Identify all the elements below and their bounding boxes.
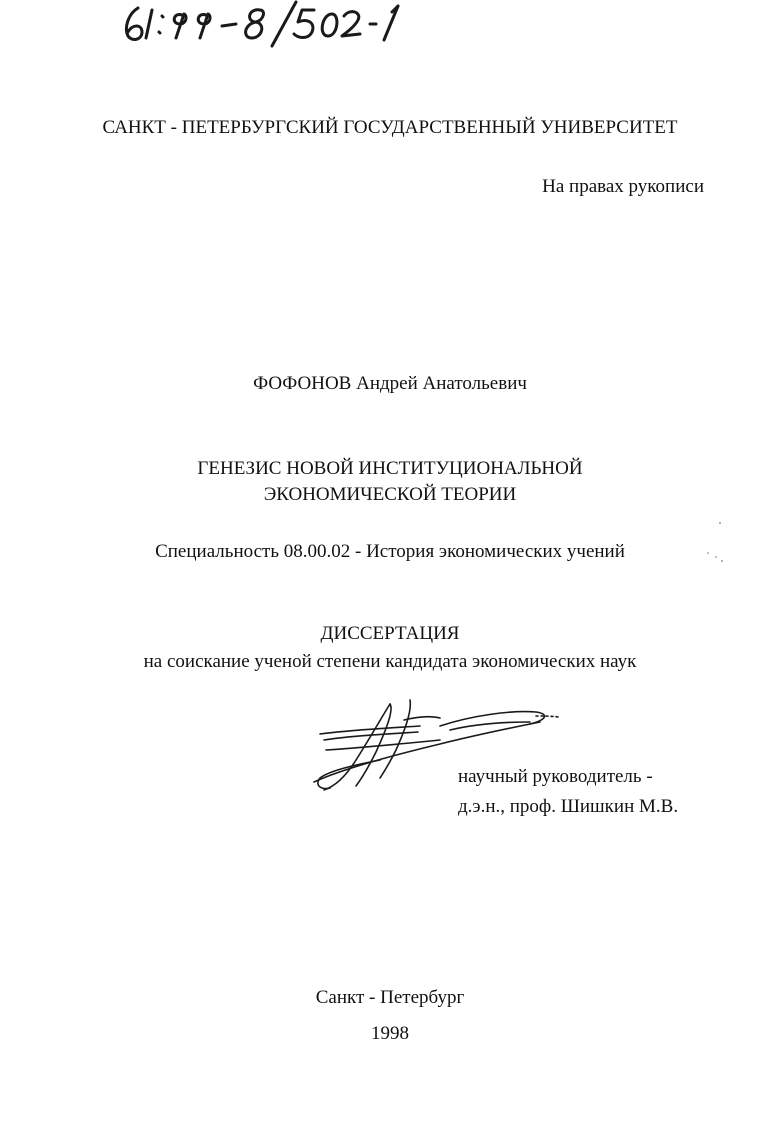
- document-type: ДИССЕРТАЦИЯ: [320, 623, 460, 644]
- university-name: САНКТ - ПЕТЕРБУРГСКИЙ ГОСУДАРСТВЕННЫЙ УНИВЕРСИТЕТ: [102, 117, 678, 138]
- scan-specks: [700, 515, 740, 575]
- supervisor-name: д.э.н., проф. Шишкин М.В.: [458, 796, 679, 817]
- manuscript-rights-note: На правах рукописи: [542, 176, 704, 197]
- thesis-title-line-2: ЭКОНОМИЧЕСКОЙ ТЕОРИИ: [263, 484, 517, 505]
- author-name: ФОФОНОВ Андрей Анатольевич: [253, 373, 527, 394]
- archive-code-handwriting: [118, 0, 408, 50]
- year: 1998: [371, 1023, 409, 1044]
- city: Санкт - Петербург: [315, 987, 465, 1008]
- thesis-title-line-1: ГЕНЕЗИС НОВОЙ ИНСТИТУЦИОНАЛЬНОЙ: [197, 458, 583, 479]
- supervisor-role: научный руководитель -: [458, 766, 653, 787]
- degree-line: на соискание ученой степени кандидата экономических наук: [143, 651, 637, 672]
- specialty-line: Специальность 08.00.02 - История экономических учений: [155, 541, 625, 562]
